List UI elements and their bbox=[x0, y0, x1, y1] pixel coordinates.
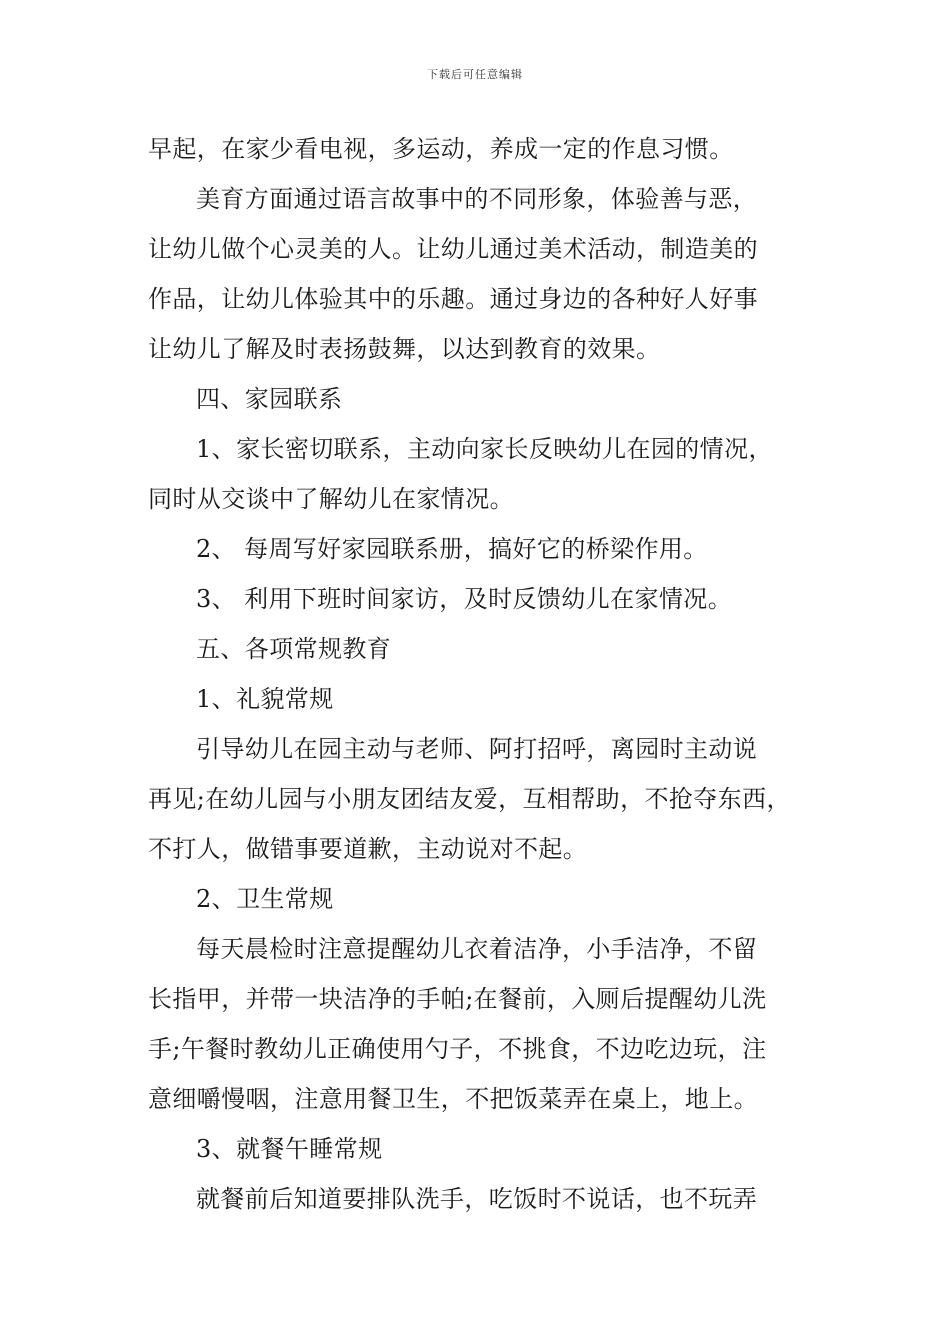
list-item: 3、 利用下班时间家访，及时反馈幼儿在家情况。 bbox=[196, 585, 733, 613]
paragraph-line: 意细嚼慢咽，注意用餐卫生，不把饭菜弄在桌上，地上。 bbox=[148, 1085, 758, 1113]
paragraph-line: 就餐前后知道要排队洗手，吃饭时不说话，也不玩弄 bbox=[196, 1185, 758, 1213]
list-item: 2、 每周写好家园联系册，搞好它的桥梁作用。 bbox=[196, 535, 708, 563]
paragraph-line: 每天晨检时注意提醒幼儿衣着洁净，小手洁净，不留 bbox=[196, 935, 758, 963]
paragraph-line: 作品，让幼儿体验其中的乐趣。通过身边的各种好人好事 bbox=[148, 285, 758, 313]
subsection-heading: 1、礼貌常规 bbox=[196, 685, 334, 713]
paragraph-line: 让幼儿做个心灵美的人。让幼儿通过美术活动，制造美的 bbox=[148, 235, 758, 263]
paragraph-line: 让幼儿了解及时表扬鼓舞，以达到教育的效果。 bbox=[148, 335, 661, 363]
paragraph-line: 引导幼儿在园主动与老师、阿打招呼，离园时主动说 bbox=[196, 735, 758, 763]
list-item: 1、家长密切联系，主动向家长反映幼儿在园的情况， bbox=[196, 435, 773, 463]
paragraph-line: 长指甲，并带一块洁净的手帕;在餐前，入厕后提醒幼儿洗 bbox=[148, 985, 767, 1013]
section-heading: 五、各项常规教育 bbox=[196, 635, 392, 663]
subsection-heading: 2、卫生常规 bbox=[196, 885, 334, 913]
section-heading: 四、家园联系 bbox=[196, 385, 343, 413]
paragraph-line: 不打人，做错事要道歉，主动说对不起。 bbox=[148, 835, 588, 863]
subsection-heading: 3、就餐午睡常规 bbox=[196, 1135, 383, 1163]
page-header-note: 下载后可任意编辑 bbox=[427, 68, 523, 81]
paragraph-line: 同时从交谈中了解幼儿在家情况。 bbox=[148, 485, 514, 513]
paragraph-line: 再见;在幼儿园与小朋友团结友爱，互相帮助，不抢夺东西， bbox=[148, 785, 791, 813]
paragraph-line: 美育方面通过语言故事中的不同形象，体验善与恶， bbox=[196, 185, 758, 213]
paragraph-line: 早起，在家少看电视，多运动，养成一定的作息习惯。 bbox=[148, 135, 734, 163]
paragraph-line: 手;午餐时教幼儿正确使用勺子，不挑食，不边吃边玩，注 bbox=[148, 1035, 767, 1063]
